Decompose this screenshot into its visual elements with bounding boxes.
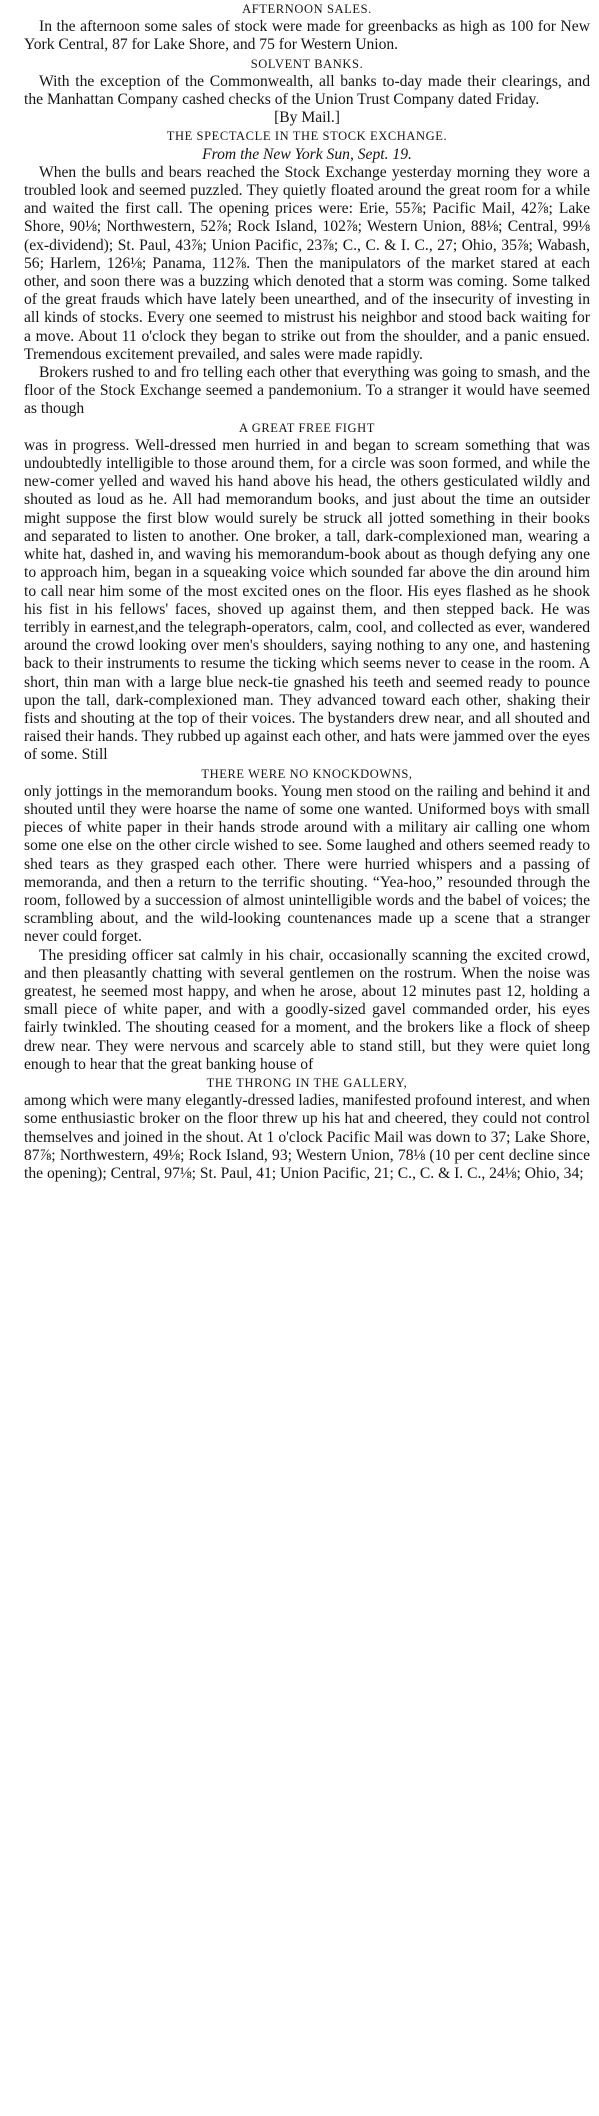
heading-no-knockdowns: THERE WERE NO KNOCKDOWNS, <box>201 766 413 781</box>
heading-gallery: THE THRONG IN THE GALLERY, <box>206 1075 408 1090</box>
paragraph-presiding-officer: The presiding officer sat calmly in his chair, occasionally scanning the excited crowd, and then pleasantly chatting with several gentlemen on the rostrum. When the noise was greatest, he seemed most happy, and when he arose, about 12 minutes past 12, holding a small piece of white paper, and with a goodly-sized gavel commanded order, his eyes fairly twinkled. The shouting ceased for a moment, and the brokers like a flock of sheep drew near. They were nervous and scarcely able to stand still, but they were quiet long enough to hear that the great banking house of <box>24 946 590 1073</box>
paragraph-gallery: among which were many elegantly-dressed ladies, manifested profound interest, and when some enthusiastic broker on the floor threw up his hat and cheered, they could not control themselves and joined in the shout. At 1 o'clock Pacific Mail was down to 37; Lake Shore, 87⅞; Northwestern, 49⅛; Rock Island, 93; Western Union, 78⅛ (10 per cent decline since the opening); Central, 97⅛; St. Paul, 41; Union Pacific, 21; C., C. & I. C., 24⅛; Ohio, 34; <box>24 1092 590 1182</box>
by-mail-line: [By Mail.] <box>274 109 340 127</box>
newspaper-column <box>24 0 590 2116</box>
source-line: From the New York Sun, Sept. 19. <box>202 145 412 163</box>
paragraph-afternoon-sales: In the afternoon some sales of stock were made for greenbacks as high as 100 for New York Central, 87 for Lake Shore, and 75 for Western Union. <box>24 18 590 54</box>
paragraph-free-fight: was in progress. Well-dressed men hurried in and began to scream something that was undoubtedly intelligible to those around them, for a circle was soon formed, and while the new-comer yelled and waved his hand above his head, the others gesticulated wildly and shouted as loud as he. All had memorandum books, and just about the time an outsider might suppose the first blow would surely be struck all jotted something in their books and separated to listen to another. One broker, a tall, dark-complexioned man, wearing a white hat, dashed in, and waving his memorandum-book about as though defying any one to approach him, began in a squeaking voice which sounded far above the din around him to call near him some of the most excited ones on the floor. His eyes flashed as he shook his fist in his fellows' faces, shoved up against them, and then stepped back. He was terribly in earnest,and the telegraph-operators, calm, cool, and collected as ever, wandered around the crowd looking over men's shoulders, saying nothing to any one, and hastening back to their instruments to resume the ticking which seems never to cease in the room. A short, thin man with a large blue neck-tie gnashed his teeth and seemed ready to pounce upon the tall, dark-complexioned man. They advanced toward each other, shaking their fists and shouting at the top of their voices. The bystanders drew near, and all shouted and raised their hands. They rubbed up against each other, and hats were jammed over the eyes of some. Still <box>24 436 590 764</box>
heading-spectacle: THE SPECTACLE IN THE STOCK EXCHANGE. <box>166 129 448 144</box>
paragraph-solvent-banks: With the exception of the Commonwealth, all banks to-day made their clearings, and the Manhattan Company cashed checks of the Union Trust Company dated Friday. <box>24 72 590 109</box>
paragraph-no-knockdowns: only jottings in the memorandum books. Young men stood on the railing and behind it and shouted until they were hoarse the name of some one wanted. Uniformed boys with small pieces of white paper in their hands strode around with a military air calling one whom some one else on the other circle wished to see. Some laughed and others seemed ready to shed tears as they grasped each other. There were hurried whispers and a passing of memoranda, and then a return to the terrific shouting. “Yea-hoo,” resounded through the room, followed by a succession of almost unintelligible words and the babel of voices; the scrambling about, and the wild-looking countenances made up a scene that a stranger never could forget. <box>24 782 590 946</box>
heading-free-fight: A GREAT FREE FIGHT <box>239 420 375 435</box>
paragraph-brokers-rushed: Brokers rushed to and fro telling each other that everything was going to smash, and the floor of the Stock Exchange seemed a pandemonium. To a stranger it would have seemed as though <box>24 364 590 418</box>
heading-solvent-banks: SOLVENT BANKS. <box>250 56 364 71</box>
heading-afternoon-sales: AFTERNOON SALES. <box>242 2 372 16</box>
paragraph-opening-prices: When the bulls and bears reached the Stock Exchange yesterday morning they wore a troubled look and seemed puzzled. They quietly floated around the great room for a while and waited the first call. The opening prices were: Erie, 55⅞; Pacific Mail, 42⅞; Lake Shore, 90⅛; Northwestern, 52⅞; Rock Island, 102⅞; Western Union, 88⅛; Central, 99⅛ (ex-dividend); St. Paul, 43⅞; Union Pacific, 23⅞; C., C. & I. C., 27; Ohio, 35⅞; Wabash, 56; Harlem, 126⅛; Panama, 112⅞. Then the manipulators of the market stared at each other, and soon there was a buzzing which denoted that a storm was coming. Some talked of the great frauds which have lately been unearthed, and of the insecurity of investing in all kinds of stocks. Every one seemed to mistrust his neighbor and stood back waiting for a move. About 11 o'clock they began to strike out from the shoulder, and a panic ensued. Tremendous excitement prevailed, and sales were made rapidly. <box>24 163 590 363</box>
